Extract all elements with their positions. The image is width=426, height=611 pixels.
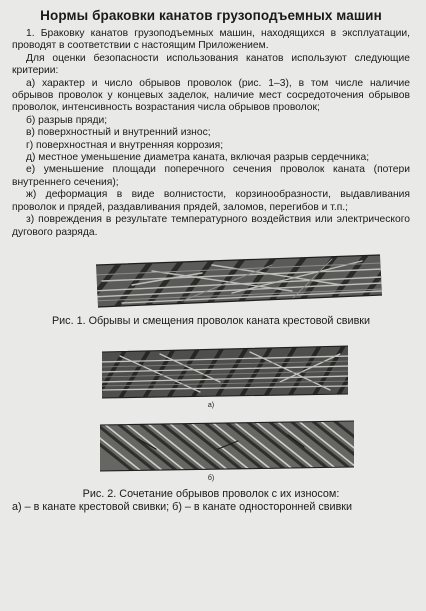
criteria-item-zh: ж) деформация в виде волнистости, корзинообразности, выдавливания проволок и прядей, раздавливания прядей, заломов, перегибов и т.п.; <box>12 189 410 213</box>
figure-2-subcaption: а) – в канате крестовой свивки; б) – в канате односторонней свивки <box>12 500 353 513</box>
figure-2a-label: а) <box>207 401 215 409</box>
criteria-item-g: г) поверхностная и внутренняя коррозия; <box>26 139 224 151</box>
intro-paragraph-2: Для оценки безопасности использования канатов используют следующие критерии: <box>12 52 410 77</box>
criteria-item-v: в) поверхностный и внутренний износ; <box>26 127 211 139</box>
criteria-item-d: д) местное уменьшение диаметра каната, включая разрыв сердечника; <box>26 152 370 164</box>
figure-2b-rope-image <box>98 419 356 473</box>
criteria-item-e: е) уменьшение площади поперечного сечения проволок каната (потери внутреннего сечения); <box>12 164 410 188</box>
figure-1-rope-image <box>92 251 384 311</box>
figure-2a-rope-image <box>100 342 350 400</box>
figure-2b-label: б) <box>207 474 215 482</box>
figure-2-caption: Рис. 2. Сочетание обрывов проволок с их износом: <box>82 487 340 500</box>
criteria-item-z: з) повреждения в результате температурного воздействия или электрического дугового разряда. <box>12 214 410 238</box>
criteria-item-b: б) разрыв пряди; <box>26 114 108 126</box>
criteria-item-a: а) характер и число обрывов проволок (рис. 1–3), в том числе наличие обрывов проволок у концевых заделок, наличие мест сосредоточения обрывов проволок, интенсивность возрастания числа обрывов проволок; <box>12 77 410 114</box>
criteria-list <box>12 78 410 239</box>
document-title: Нормы браковки канатов грузоподъемных машин <box>40 8 382 23</box>
figure-1-caption: Рис. 1. Обрывы и смещения проволок каната крестовой свивки <box>51 314 371 327</box>
intro-paragraph-1: 1. Браковку канатов грузоподъемных машин, находящихся в эксплуатации, проводят в соответствии с настоящим Приложением. <box>12 28 410 52</box>
